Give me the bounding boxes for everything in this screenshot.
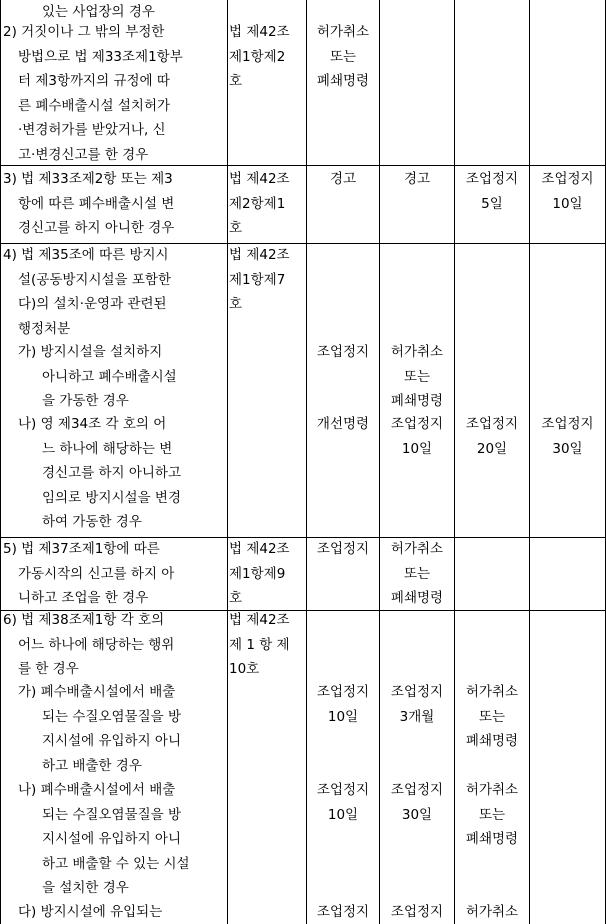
cell-penalty-line: 폐쇄명령 — [465, 733, 519, 750]
cell-law-reference-line: 호 — [229, 296, 243, 313]
cell-penalty-line: 30일 — [552, 440, 583, 457]
cell-law-reference-line: 호 — [229, 73, 243, 90]
cell-description-line: 하고 배출할 수 있는 시설 — [42, 855, 190, 872]
cell-description-line: 지시설에 유입하지 아니 — [42, 733, 181, 750]
cell-law-reference-line: 호 — [229, 220, 243, 237]
cell-law-reference-line: 법 제42조 — [229, 171, 290, 187]
cell-penalty-line: 허가취소 — [390, 541, 444, 557]
cell-law-reference-line: 법 제42조 — [229, 247, 290, 263]
cell-penalty-line: 폐쇄명령 — [465, 831, 519, 848]
column-divider — [529, 0, 530, 924]
cell-description-line: 되는 수질오염물질을 방 — [42, 806, 181, 823]
cell-penalty-line: 20일 — [476, 440, 508, 457]
cell-penalty-line: 10일 — [401, 440, 433, 457]
cell-penalty-line: 또는 — [478, 806, 506, 823]
cell-description-line: 지시설에 유입하지 아니 — [42, 831, 181, 848]
cell-penalty-line: 조업정지 — [390, 904, 444, 920]
cell-penalty-line: 조업정지 — [316, 684, 370, 700]
cell-penalty-line: 조업정지 — [465, 171, 519, 187]
cell-penalty-line: 또는 — [403, 565, 431, 582]
cell-description-line: 하고 배출한 경우 — [42, 757, 142, 774]
cell-penalty-line: 폐쇄명령 — [390, 590, 444, 607]
column-divider — [227, 0, 228, 924]
cell-penalty-line: 조업정지 — [316, 904, 370, 920]
cell-penalty-line: 허가취소 — [465, 782, 519, 798]
cell-description-line: 경신고를 하지 아니한 경우 — [18, 220, 175, 237]
cell-description-line: 니하고 조업을 한 경우 — [18, 590, 149, 607]
cell-description-line: 른 폐수배출시설 설치허가 — [18, 97, 171, 114]
cell-penalty-line: 또는 — [329, 48, 357, 65]
cell-description-line: 설(공동방지시설을 포함한 — [18, 271, 172, 288]
cell-penalty-line: 경고 — [329, 171, 357, 187]
cell-law-reference-line: 호 — [229, 590, 243, 607]
cell-penalty-line: 허가취소 — [465, 904, 519, 920]
cell-penalty-line: 5일 — [481, 195, 503, 212]
cell-description-line: 임의로 방지시설을 변경 — [42, 489, 181, 506]
cell-description-line: 6) 법 제38조제1항 각 호의 — [3, 612, 165, 628]
cell-penalty-line: 10일 — [327, 806, 359, 823]
cell-description-line: 항에 따른 폐수배출시설 변 — [18, 195, 175, 212]
cell-description-line: 다) 방지시설에 유입되는 — [18, 904, 163, 920]
cell-penalty-line: 조업정지 — [541, 416, 594, 432]
cell-law-reference-line: 제 1 항 제 — [229, 636, 290, 653]
cell-description-line: 하여 가동한 경우 — [42, 514, 142, 531]
cell-description-line: 행정처분 — [18, 320, 71, 337]
cell-description-line: 2) 거짓이나 그 밖의 부정한 — [3, 24, 165, 40]
cell-description-line: 나) 영 제34조 각 호의 어 — [18, 416, 167, 432]
cell-description-line: 4) 법 제35조에 따른 방지시 — [3, 247, 169, 263]
cell-penalty-line: 30일 — [401, 806, 433, 823]
cell-description-line: 가) 방지시설을 설치하지 — [18, 344, 163, 360]
cell-penalty-line: 허가취소 — [465, 684, 519, 700]
cell-penalty-line: 허가취소 — [390, 344, 444, 360]
cell-description-line: 을 설치한 경우 — [42, 880, 129, 897]
cell-penalty-line: 조업정지 — [316, 782, 370, 798]
cell-law-reference-line: 법 제42조 — [229, 24, 290, 40]
cell-penalty-line: 개선명령 — [316, 416, 370, 432]
cell-description-line: 느 하나에 해당하는 변 — [42, 440, 173, 457]
cell-penalty-line: 10일 — [327, 708, 359, 725]
cell-penalty-line: 조업정지 — [390, 782, 444, 798]
cell-law-reference-line: 제1항제9 — [229, 565, 286, 582]
cell-description-line: 터 제3항까지의 규정에 따 — [18, 73, 170, 90]
cell-penalty-line: 3개월 — [399, 708, 435, 725]
cell-penalty-line: 조업정지 — [390, 684, 444, 700]
cell-description-line: 가) 폐수배출시설에서 배출 — [18, 684, 176, 700]
cell-description-line: 아니하고 폐수배출시설 — [42, 368, 177, 385]
cell-description-line: 5) 법 제37조제1항에 따른 — [3, 541, 160, 557]
cell-law-reference-line: 법 제42조 — [229, 612, 290, 628]
cell-penalty-line: 조업정지 — [390, 416, 444, 432]
cell-description-line: 어느 하나에 해당하는 행위 — [18, 636, 175, 653]
cell-penalty-line: 허가취소 — [316, 24, 370, 40]
cell-description-line: 있는 사업장의 경우 — [42, 4, 155, 20]
cell-law-reference-line: 제1항제7 — [229, 271, 286, 288]
cell-description-line: 3) 법 제33조제2항 또는 제3 — [3, 171, 173, 187]
cell-description-line: 방법으로 법 제33조제1항부 — [18, 48, 183, 65]
cell-law-reference-line: 10호 — [229, 661, 260, 678]
cell-description-line: 나) 폐수배출시설에서 배출 — [18, 782, 176, 798]
cell-penalty-line: 조업정지 — [316, 344, 370, 360]
cell-description-line: 을 가동한 경우 — [42, 393, 129, 410]
cell-penalty-line: 10일 — [552, 195, 583, 212]
cell-penalty-line: 조업정지 — [541, 171, 594, 187]
cell-description-line: 고·변경신고를 한 경우 — [18, 147, 149, 163]
cell-penalty-line: 조업정지 — [465, 416, 519, 432]
table-border-left — [0, 0, 1, 924]
cell-penalty-line: 폐쇄명령 — [390, 393, 444, 410]
cell-description-line: ·변경허가를 받았거나, 신 — [18, 122, 166, 139]
cell-law-reference-line: 법 제42조 — [229, 541, 290, 557]
cell-description-line: 경신고를 하지 아니하고 — [42, 465, 181, 482]
cell-penalty-line: 경고 — [403, 171, 431, 187]
cell-penalty-line: 폐쇄명령 — [316, 73, 370, 90]
cell-description-line: 다)의 설치·운영과 관련된 — [18, 296, 167, 313]
cell-penalty-line: 또는 — [478, 708, 506, 725]
cell-penalty-line: 조업정지 — [316, 541, 370, 557]
cell-description-line: 가동시작의 신고를 하지 아 — [18, 565, 175, 582]
cell-law-reference-line: 제1항제2 — [229, 48, 286, 65]
cell-description-line: 를 한 경우 — [18, 661, 79, 678]
cell-description-line: 되는 수질오염물질을 방 — [42, 708, 181, 725]
cell-penalty-line: 또는 — [403, 368, 431, 385]
cell-law-reference-line: 제2항제1 — [229, 195, 286, 212]
